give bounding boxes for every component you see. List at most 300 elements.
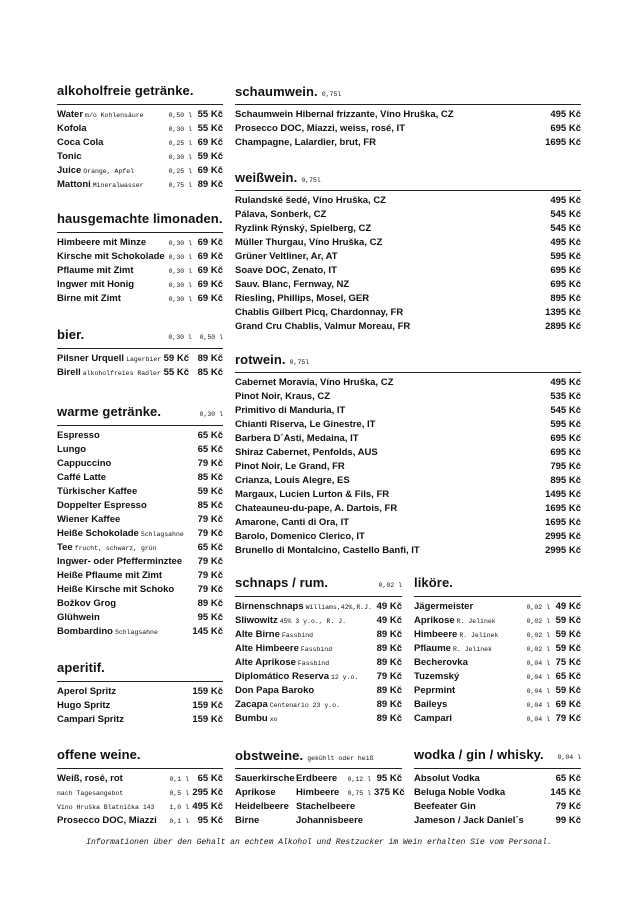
item-size: 0,30 l — [168, 282, 192, 289]
section-header — [57, 743, 223, 769]
item-description: Fassbind — [281, 632, 314, 639]
item-size: 0,12 l — [347, 776, 371, 783]
item-price: 95 Kč — [197, 815, 223, 826]
item-price: 535 Kč — [550, 391, 581, 402]
item-name: Sauv. Blanc, Fernway, NZ — [235, 279, 350, 290]
item-name-cell — [235, 237, 550, 248]
item-size: 0,25 l — [168, 140, 192, 147]
item-name: Mattoni — [57, 179, 91, 190]
item-price: 895 Kč — [550, 293, 581, 304]
item-list — [235, 597, 402, 727]
item-size: 0,1 l — [169, 776, 189, 783]
item-description: 12 y.o. — [330, 674, 359, 681]
item-name: Rulandské šedé, Víno Hruška, CZ — [235, 195, 386, 206]
item-name: Primitivo di Manduria, IT — [235, 405, 346, 416]
item-name-cell — [57, 123, 169, 134]
list-item — [414, 713, 581, 727]
item-price: 79 Kč — [197, 528, 223, 539]
item-name: Juice — [57, 165, 82, 176]
item-name-cell — [57, 237, 169, 248]
list-item — [414, 787, 581, 801]
item-name: Himbeere — [414, 629, 458, 640]
section-size: 0,75l — [289, 359, 310, 366]
item-name-cell — [57, 444, 198, 455]
item-size: 0,04 l — [526, 716, 550, 723]
item-size: 0,5 l — [169, 790, 189, 797]
item-name-second: Stachelbeere — [296, 801, 356, 812]
list-item — [235, 629, 402, 643]
item-name-cell — [235, 419, 550, 430]
list-item — [57, 612, 223, 626]
list-item — [57, 714, 223, 728]
item-price: 99 Kč — [555, 815, 581, 826]
item-description: Fassbind — [297, 660, 330, 667]
item-price: 89 Kč — [376, 657, 402, 668]
list-item — [235, 685, 402, 699]
item-name: Heidelbeere — [235, 801, 289, 812]
item-price: 59 Kč — [197, 486, 223, 497]
item-size: 0,1 l — [169, 818, 189, 825]
item-price: 545 Kč — [550, 405, 581, 416]
item-name-cell — [414, 815, 556, 826]
item-size: 0,04 l — [526, 702, 550, 709]
item-name-cell — [235, 293, 550, 304]
item-name-cell — [414, 773, 556, 784]
item-price: 375 Kč — [374, 787, 405, 798]
item-name: Kirsche mit Schokolade — [57, 251, 165, 262]
section-schnaps — [235, 571, 402, 727]
item-name: Aprikose — [235, 787, 276, 798]
item-name: Prosecco DOC, Miazzi — [57, 815, 157, 826]
item-name-cell — [235, 433, 550, 444]
list-item — [57, 109, 223, 123]
item-size: 0,02 l — [526, 646, 550, 653]
item-list — [414, 769, 581, 829]
item-price: 89 Kč — [197, 179, 223, 190]
list-item — [414, 671, 581, 685]
item-price: 89 Kč — [197, 598, 223, 609]
list-item — [57, 430, 223, 444]
item-name-cell — [235, 265, 550, 276]
list-item — [235, 699, 402, 713]
list-item — [414, 615, 581, 629]
item-price: 59 Kč — [555, 685, 581, 696]
list-item — [235, 773, 402, 787]
item-price: 49 Kč — [376, 615, 402, 626]
item-name-cell — [235, 321, 545, 332]
item-price: 495 Kč — [550, 195, 581, 206]
item-list — [57, 233, 223, 307]
item-name-cell — [235, 815, 296, 826]
list-item — [235, 377, 581, 391]
list-item — [57, 700, 223, 714]
list-item — [235, 405, 581, 419]
item-size: 0,02 l — [526, 632, 550, 639]
item-price: 695 Kč — [550, 123, 581, 134]
item-description: Mineralwasser — [92, 182, 144, 189]
item-price: 2895 Kč — [545, 321, 581, 332]
item-name-cell — [235, 489, 545, 500]
item-name: Ryzlink Rýnský, Spielberg, CZ — [235, 223, 372, 234]
item-price-large: 85 Kč — [197, 367, 223, 378]
item-name: Alte Aprikose — [235, 657, 296, 668]
list-item — [235, 391, 581, 405]
item-name: Weiß, rosé, rot — [57, 773, 123, 784]
item-name: Beefeater Gin — [414, 801, 476, 812]
item-name-cell — [235, 209, 550, 220]
list-item — [57, 165, 223, 179]
item-description: 45% 3 y.o., R. J. — [279, 618, 347, 625]
item-name-cell — [235, 545, 545, 556]
footer-note: Informationen über den Gehalt an echtem Alkohol und Restzucker im Wein erhalten Sie vom Personal. — [86, 838, 552, 847]
item-name: Hugo Spritz — [57, 700, 111, 711]
item-name: Pinot Noir, Kraus, CZ — [235, 391, 331, 402]
list-item — [57, 556, 223, 570]
item-price: 79 Kč — [555, 713, 581, 724]
item-price: 75 Kč — [555, 657, 581, 668]
list-item — [235, 265, 581, 279]
item-name: Barbera D´Asti, Medaina, IT — [235, 433, 359, 444]
item-price: 95 Kč — [197, 612, 223, 623]
section-header — [57, 400, 223, 426]
item-name-second: Johannisbeere — [296, 815, 364, 826]
item-name: Schaumwein Hibernal frizzante, Víno Hruška, CZ — [235, 109, 454, 120]
item-name-cell — [235, 377, 550, 388]
item-name-cell — [235, 531, 545, 542]
section-header — [57, 79, 223, 105]
item-description: R. Jelínek — [452, 646, 492, 653]
item-name-cell — [57, 787, 169, 798]
item-name-cell — [235, 123, 550, 134]
item-price: 495 Kč — [550, 109, 581, 120]
list-item — [57, 179, 223, 193]
item-name: Jägermeister — [414, 601, 474, 612]
item-name-cell — [235, 447, 550, 458]
item-size: 0,30 l — [168, 154, 192, 161]
section-bier — [57, 323, 223, 381]
section-title: hausgemachte limonaden. — [57, 211, 223, 226]
list-item — [235, 293, 581, 307]
item-description: Lagerbier — [126, 356, 161, 363]
item-name-cell — [235, 307, 545, 318]
item-name: Brunello di Montalcino, Castello Banfi, IT — [235, 545, 420, 556]
item-price: 59 Kč — [197, 151, 223, 162]
item-name-cell — [235, 137, 545, 148]
section-header — [414, 571, 581, 597]
item-name: Barolo, Domenico Clerico, IT — [235, 531, 365, 542]
item-name: Türkischer Kaffee — [57, 486, 138, 497]
item-name-cell — [235, 475, 550, 486]
item-name: Lungo — [57, 444, 87, 455]
item-name-cell — [235, 787, 296, 798]
item-name: Chablis Gilbert Picq, Chardonnay, FR — [235, 307, 404, 318]
item-price: 65 Kč — [197, 444, 223, 455]
item-name: Birne — [235, 815, 260, 826]
section-title: wodka / gin / whisky. — [414, 747, 544, 762]
section-title: warme getränke. — [57, 404, 162, 419]
item-name-cell — [57, 179, 169, 190]
item-name: Božkov Grog — [57, 598, 117, 609]
section-rotwein — [235, 347, 581, 559]
list-item — [57, 787, 223, 801]
item-price: 495 Kč — [550, 377, 581, 388]
item-name: Heiße Pflaume mit Zimt — [57, 570, 163, 581]
item-size: 0,50 l — [168, 112, 192, 119]
item-name-cell — [57, 570, 198, 581]
section-note: gekühlt oder heiß — [307, 755, 374, 762]
list-item — [57, 353, 223, 367]
list-item — [57, 151, 223, 165]
item-name: Espresso — [57, 430, 100, 441]
item-name: Sliwowitz — [235, 615, 278, 626]
item-name: Birell — [57, 367, 81, 378]
list-item — [235, 657, 402, 671]
item-name: Himbeere mit Minze — [57, 237, 147, 248]
item-name-cell — [57, 430, 198, 441]
item-name-cell — [414, 713, 527, 724]
item-size: 0,75 l — [168, 182, 192, 189]
item-name: Cabernet Moravia, Víno Hruška, CZ — [235, 377, 394, 388]
list-item — [57, 598, 223, 612]
list-item — [57, 570, 223, 584]
item-price: 295 Kč — [192, 787, 223, 798]
item-price: 159 Kč — [192, 700, 223, 711]
item-name-cell — [57, 626, 192, 637]
item-name-cell — [414, 671, 527, 682]
item-name-cell — [235, 251, 550, 262]
item-price-small: 59 Kč — [163, 353, 189, 364]
list-item — [235, 109, 581, 123]
list-item — [235, 237, 581, 251]
section-likore — [414, 571, 581, 727]
item-name-cell — [57, 458, 198, 469]
item-price: 69 Kč — [197, 279, 223, 290]
list-item — [57, 279, 223, 293]
list-item — [57, 367, 223, 381]
section-title: offene weine. — [57, 747, 141, 762]
item-description: xo — [269, 716, 278, 723]
item-name: Riesling, Phillips, Mosel, GER — [235, 293, 370, 304]
item-name: Crianza, Louis Alegre, ES — [235, 475, 350, 486]
item-price: 69 Kč — [197, 165, 223, 176]
item-name: Heiße Kirsche mit Schoko — [57, 584, 175, 595]
section-header — [57, 656, 223, 682]
section-header — [235, 347, 581, 373]
item-name-cell — [235, 517, 545, 528]
item-price: 49 Kč — [376, 601, 402, 612]
item-price: 595 Kč — [550, 251, 581, 262]
list-item — [235, 433, 581, 447]
item-price: 69 Kč — [197, 265, 223, 276]
item-name: Víno Hruška Blatnička 143 — [57, 804, 155, 811]
list-item — [57, 486, 223, 500]
item-name-cell — [235, 713, 372, 724]
item-name-cell — [57, 556, 198, 567]
item-name: Peprmint — [414, 685, 456, 696]
section-title: schnaps / rum. — [235, 575, 329, 590]
item-price: 89 Kč — [376, 685, 402, 696]
list-item — [57, 500, 223, 514]
item-price: 65 Kč — [197, 773, 223, 784]
item-size: 0,04 l — [526, 688, 550, 695]
item-list — [235, 191, 581, 335]
item-name: Amarone, Canti di Ora, IT — [235, 517, 350, 528]
item-name: Jameson / Jack Daniel´s — [414, 815, 524, 826]
list-item — [57, 458, 223, 472]
item-size: 0,30 l — [168, 240, 192, 247]
item-price: 495 Kč — [550, 237, 581, 248]
item-price: 69 Kč — [197, 137, 223, 148]
item-name: Don Papa Baroko — [235, 685, 315, 696]
item-list — [57, 349, 223, 381]
item-description: Schlagsahne — [140, 531, 184, 538]
item-name-cell — [414, 643, 527, 654]
section-sizes: 0,30 l 0,50 l — [168, 334, 223, 341]
list-item — [57, 123, 223, 137]
section-offene — [57, 743, 223, 829]
item-name: Ingwer- oder Pfefferminztee — [57, 556, 183, 567]
section-header — [57, 323, 223, 349]
item-price: 69 Kč — [197, 237, 223, 248]
item-name-cell — [235, 601, 372, 612]
item-list — [57, 769, 223, 829]
item-price: 1695 Kč — [545, 137, 581, 148]
item-name: Water — [57, 109, 84, 120]
list-item — [57, 137, 223, 151]
item-name-cell — [57, 109, 169, 120]
section-title: obstweine. — [235, 748, 304, 763]
item-size: 0,25 l — [168, 168, 192, 175]
item-size: 0,02 l — [526, 618, 550, 625]
item-list — [57, 682, 223, 728]
list-item — [235, 209, 581, 223]
item-price: 59 Kč — [555, 643, 581, 654]
section-title: aperitif. — [57, 660, 105, 675]
item-size: 0,75 l — [347, 790, 371, 797]
list-item — [235, 307, 581, 321]
item-description: alkoholfreies Radler — [82, 370, 161, 377]
item-name: Diplomático Reserva — [235, 671, 329, 682]
item-name: Coca Cola — [57, 137, 104, 148]
list-item — [235, 787, 405, 801]
list-item — [235, 195, 581, 209]
item-name: Absolut Vodka — [414, 773, 480, 784]
item-price: 695 Kč — [550, 447, 581, 458]
item-price: 85 Kč — [197, 500, 223, 511]
item-price: 145 Kč — [192, 626, 223, 637]
list-item — [235, 545, 581, 559]
item-name-cell — [57, 714, 192, 725]
list-item — [235, 321, 581, 335]
list-item — [235, 503, 581, 517]
list-item — [57, 514, 223, 528]
section-aperitif — [57, 656, 223, 728]
item-price: 159 Kč — [192, 714, 223, 725]
item-name: Tee — [57, 542, 73, 553]
item-name: Margaux, Lucien Lurton & Fils, FR — [235, 489, 390, 500]
list-item — [57, 773, 223, 787]
list-item — [57, 444, 223, 458]
item-list — [235, 105, 581, 151]
item-price: 1495 Kč — [545, 489, 581, 500]
list-item — [57, 815, 223, 829]
item-description: Williams,42%,R.J. — [305, 604, 372, 611]
item-name-cell — [57, 584, 198, 595]
list-item — [57, 584, 223, 598]
section-wodka — [414, 743, 581, 829]
item-name: Birnenschnaps — [235, 601, 304, 612]
list-item — [57, 542, 223, 556]
item-name-cell — [235, 503, 545, 514]
item-name-cell — [235, 671, 372, 682]
list-item — [235, 475, 581, 489]
item-price: 79 Kč — [197, 584, 223, 595]
list-item — [414, 699, 581, 713]
item-name: Bumbu — [235, 713, 268, 724]
item-name: Ingwer mit Honig — [57, 279, 135, 290]
item-name-cell — [414, 629, 527, 640]
list-item — [235, 815, 402, 829]
section-header — [235, 743, 402, 769]
item-description: R. Jelínek — [456, 618, 496, 625]
item-price: 85 Kč — [197, 472, 223, 483]
item-name-cell — [235, 629, 372, 640]
item-name: Tonic — [57, 151, 82, 162]
section-header — [235, 79, 581, 105]
item-name-cell — [414, 787, 550, 798]
item-price: 95 Kč — [376, 773, 402, 784]
list-item — [57, 528, 223, 542]
item-name: Beluga Noble Vodka — [414, 787, 506, 798]
list-item — [414, 773, 581, 787]
item-size: 0,02 l — [526, 604, 550, 611]
item-name: Tuzemský — [414, 671, 460, 682]
item-name: Pflaume mit Zimt — [57, 265, 134, 276]
item-name-cell — [235, 699, 372, 710]
item-name: Bombardino — [57, 626, 113, 637]
item-price: 2995 Kč — [545, 531, 581, 542]
item-description: Fassbind — [300, 646, 333, 653]
item-price: 79 Kč — [197, 514, 223, 525]
list-item — [235, 447, 581, 461]
item-list — [57, 105, 223, 193]
item-name: Heiße Schokolade — [57, 528, 139, 539]
list-item — [235, 531, 581, 545]
item-name: Pilsner Urquell — [57, 353, 125, 364]
list-item — [57, 472, 223, 486]
item-name: Becherovka — [414, 657, 468, 668]
item-name-second: Himbeere — [296, 787, 340, 798]
item-name-cell — [57, 251, 169, 262]
item-price: 65 Kč — [197, 430, 223, 441]
section-header — [235, 571, 402, 597]
item-name: Prosecco DOC, Miazzi, weiss, rosé, IT — [235, 123, 406, 134]
section-size: 0,75l — [321, 91, 342, 98]
list-item — [235, 419, 581, 433]
item-price: 79 Kč — [197, 570, 223, 581]
item-price: 69 Kč — [197, 251, 223, 262]
section-size: 0,02 l — [378, 582, 402, 589]
item-name: Chateauneu-du-pape, A. Dartois, FR — [235, 503, 398, 514]
item-name: Pálava, Sonberk, CZ — [235, 209, 327, 220]
item-size: 0,30 l — [168, 268, 192, 275]
list-item — [235, 643, 402, 657]
item-price: 1695 Kč — [545, 503, 581, 514]
item-name-cell — [235, 773, 296, 784]
section-schaumwein — [235, 79, 581, 151]
item-price: 695 Kč — [550, 279, 581, 290]
section-header — [235, 165, 581, 191]
